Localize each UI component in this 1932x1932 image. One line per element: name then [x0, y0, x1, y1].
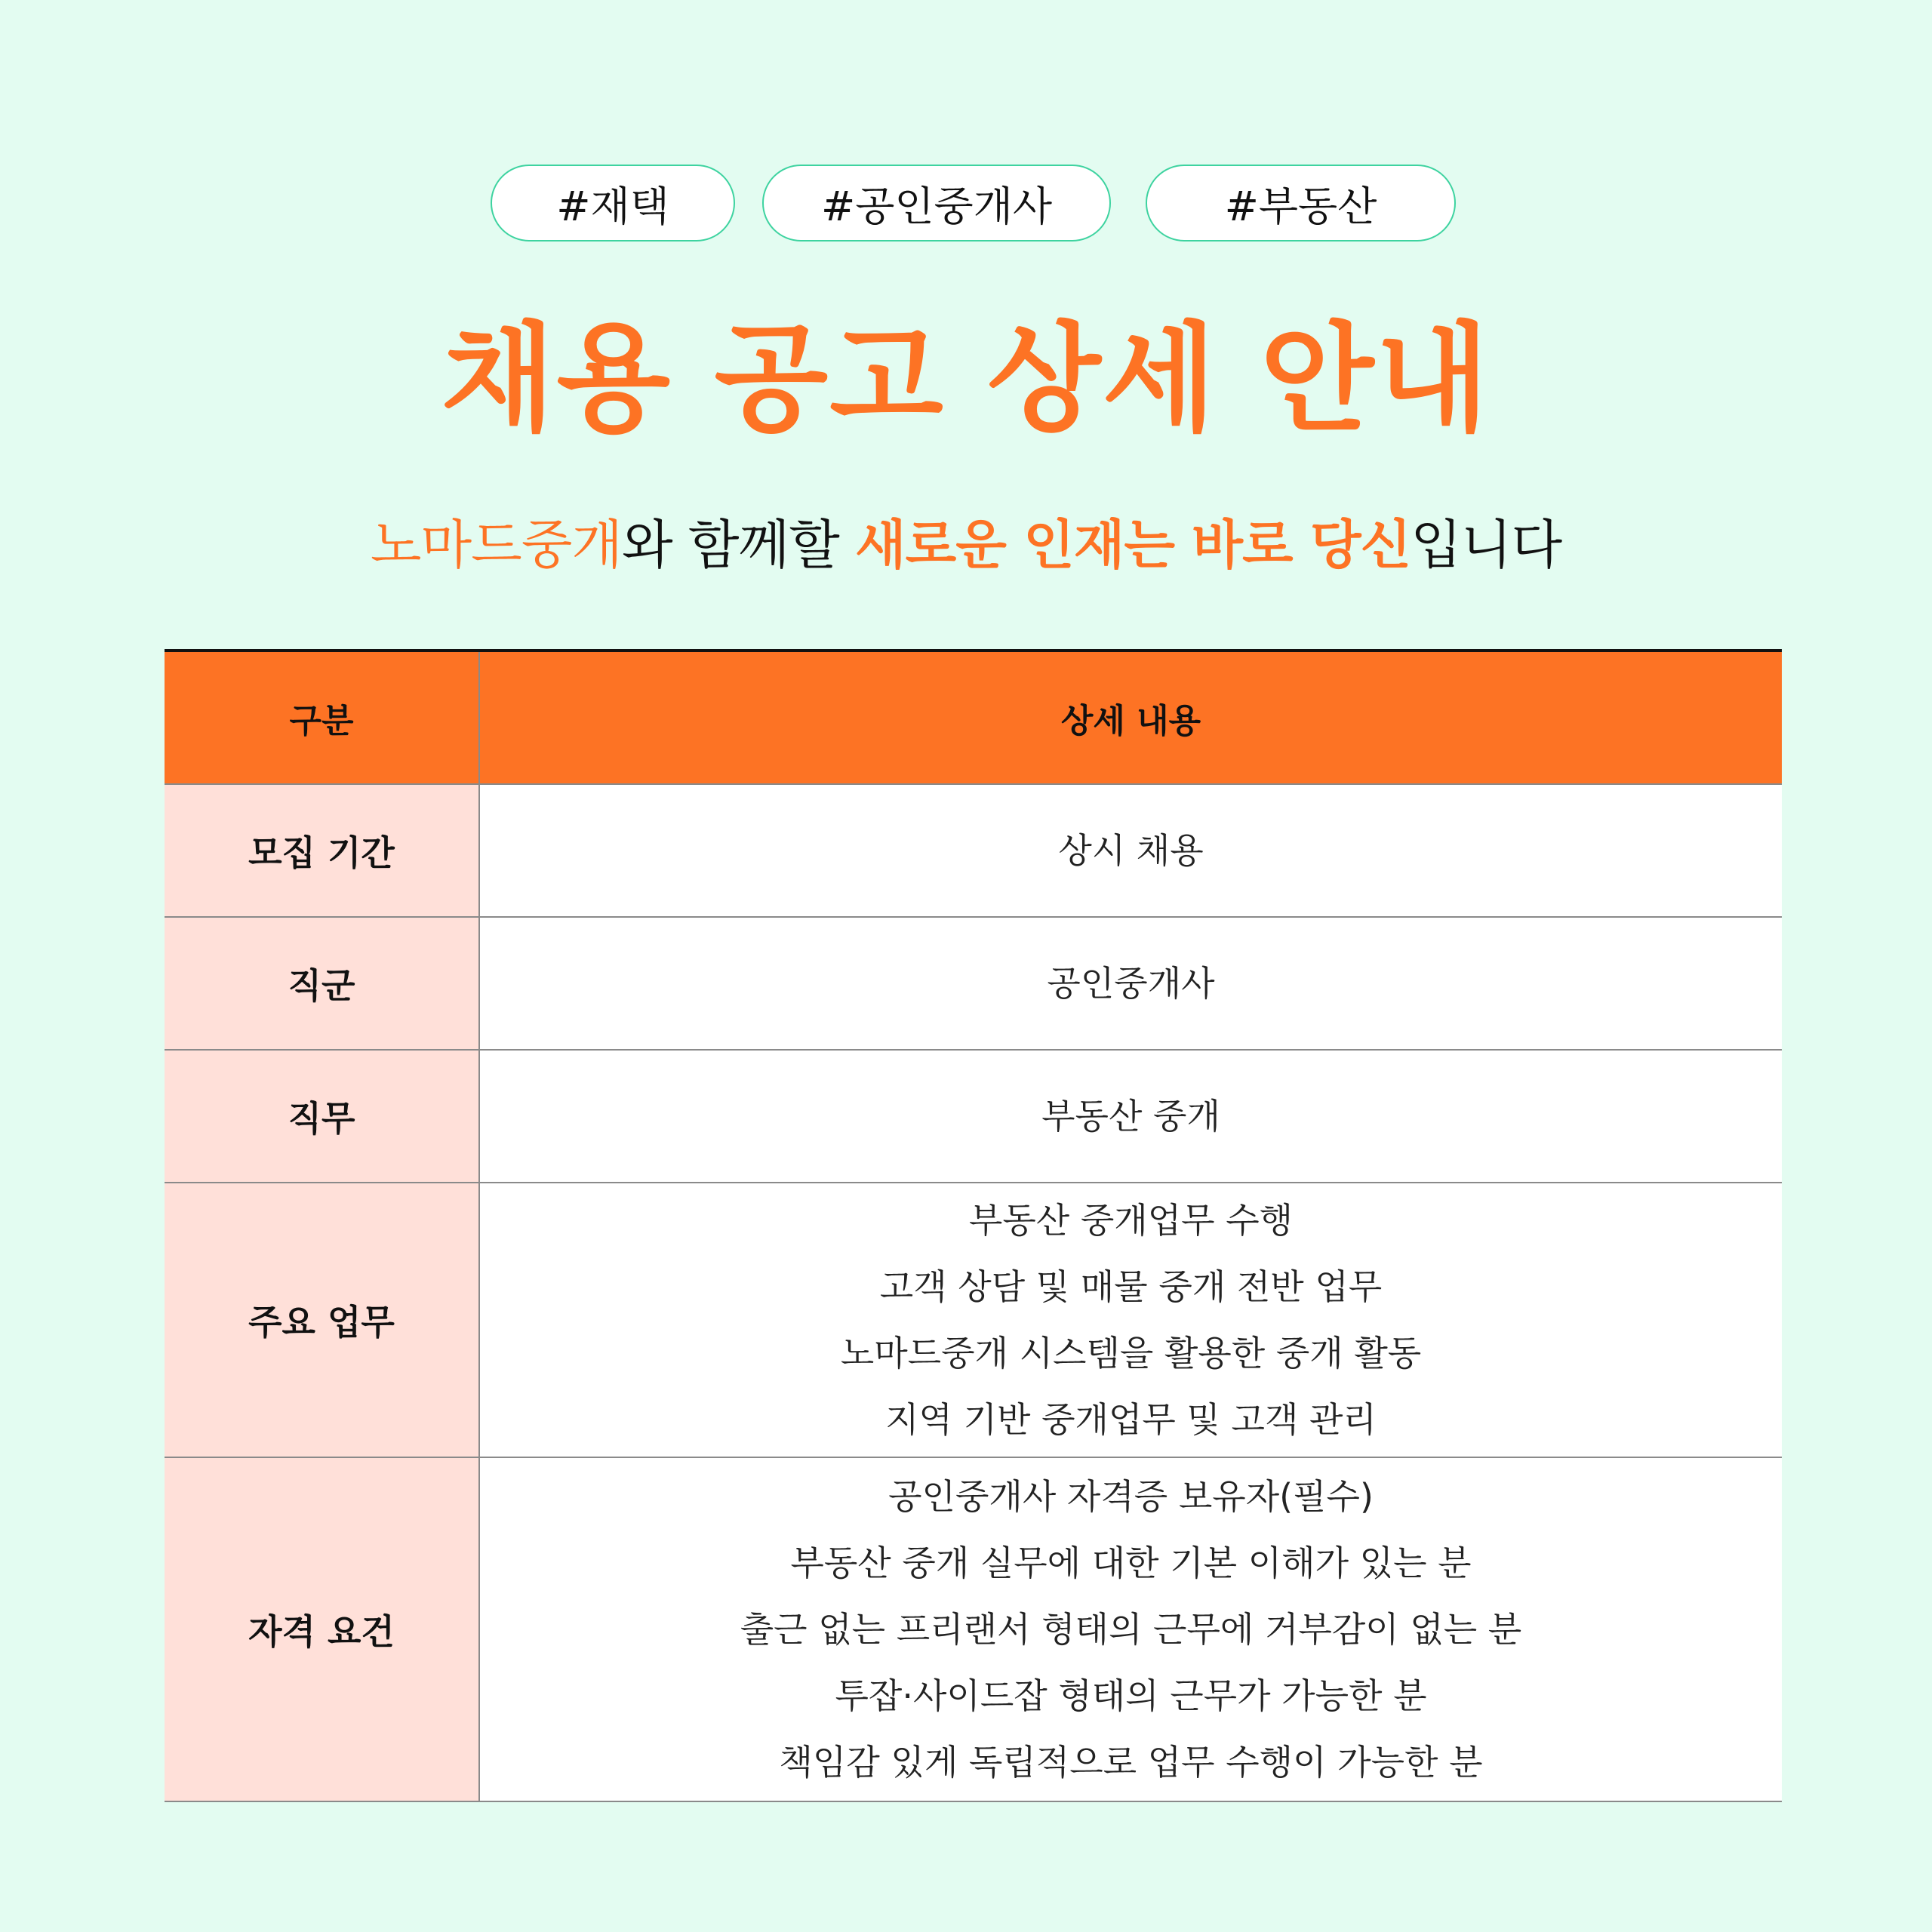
value-line: 투잡·사이드잡 형태의 근무가 가능한 분 — [835, 1675, 1427, 1716]
table-row — [165, 917, 1782, 1050]
table-row — [165, 1050, 1782, 1183]
table-row — [165, 1183, 1782, 1457]
subtitle-middle: 와 함께할 — [621, 514, 855, 576]
row-label-job-group: 직군 — [165, 917, 479, 1050]
row-label-requirements: 자격 요건 — [165, 1457, 479, 1801]
value-line: 지역 기반 중개업무 및 고객 관리 — [885, 1399, 1377, 1440]
value-line: 책임감 있게 독립적으로 업무 수행이 가능한 분 — [779, 1742, 1483, 1783]
table-header-row — [165, 651, 1782, 784]
page-subtitle — [0, 507, 1932, 583]
row-value-job-group — [479, 917, 1782, 1050]
value-line: 공인중개사 — [1047, 963, 1215, 1004]
job-detail-table — [165, 649, 1782, 1802]
value-line: 고객 상담 및 매물 중개 전반 업무 — [879, 1266, 1383, 1307]
hashtag-list — [0, 165, 1932, 245]
value-line: 부동산 중개업무 수행 — [968, 1200, 1294, 1241]
subtitle-highlight: 새로운 인재는 바로 당신 — [854, 514, 1411, 576]
table-row — [165, 1457, 1782, 1801]
row-value-period — [479, 784, 1782, 917]
hashtag-real-estate: #부동산 — [1146, 165, 1456, 242]
value-line: 부동산 중개 실무에 대한 기본 이해가 있는 분 — [790, 1543, 1472, 1583]
hashtag-realtor: #공인중개사 — [762, 165, 1111, 242]
value-line: 상시 채용 — [1058, 830, 1204, 871]
table-row — [165, 784, 1782, 917]
row-label-duties: 주요 업무 — [165, 1183, 479, 1457]
subtitle-end: 입니다 — [1411, 514, 1562, 576]
value-line: 노마드중개 시스템을 활용한 중개 활동 — [840, 1333, 1422, 1374]
header-details: 상세 내용 — [479, 651, 1782, 784]
row-label-job-role: 직무 — [165, 1050, 479, 1183]
header-category: 구분 — [165, 651, 479, 784]
value-line: 출근 없는 프리랜서 형태의 근무에 거부감이 없는 분 — [740, 1609, 1522, 1650]
row-value-duties — [479, 1183, 1782, 1457]
row-label-period: 모집 기간 — [165, 784, 479, 917]
brand-name: 노마드중개 — [370, 514, 622, 576]
row-value-job-role — [479, 1050, 1782, 1183]
value-line: 부동산 중개 — [1041, 1096, 1220, 1137]
page-title: 채용 공고 상세 안내 — [441, 310, 1491, 448]
value-line: 공인중개사 자격증 보유자(필수) — [888, 1476, 1374, 1517]
row-value-requirements — [479, 1457, 1782, 1801]
hashtag-remote: #재택 — [491, 165, 735, 242]
